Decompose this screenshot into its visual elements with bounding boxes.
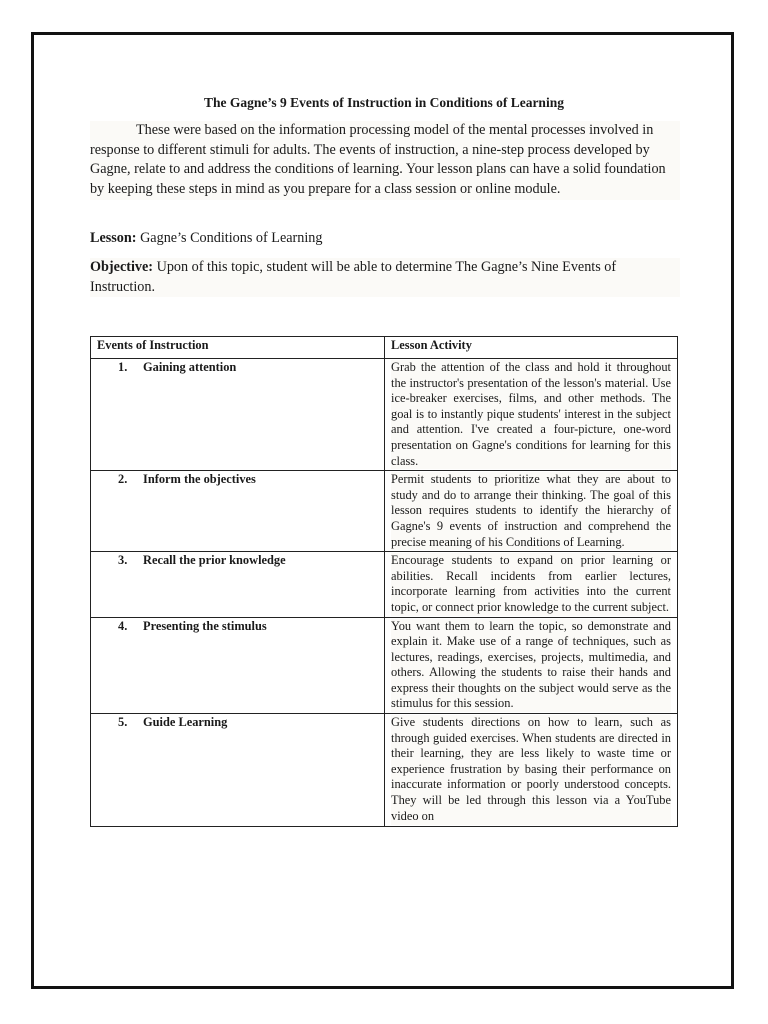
activity-cell — [385, 714, 678, 827]
event-number: 4. — [118, 618, 128, 633]
event-cell — [91, 617, 385, 714]
event-name: Gaining attention — [143, 360, 237, 374]
lesson-label: Lesson: — [90, 230, 137, 246]
event-name: Recall the prior knowledge — [143, 553, 286, 568]
activity-cell — [385, 617, 678, 714]
activity-text: Permit students to prioritize what they are about to study and do to arrange their thinking. The goal of this lesson requires students to identify the hierarchy of Gagne's 9 events of instruction and comprehend the precise meaning of his Conditions of Learning. — [391, 472, 671, 549]
activity-text: You want them to learn the topic, so demonstrate and explain it. Make use of a range of techniques, such as lectures, readings, exercises, projects, multimedia, and others. Allowing the students to raise their hands and express their thoughts on the subject would serve as the stimulus for this session. — [391, 618, 671, 711]
activity-cell — [385, 359, 678, 471]
table-row — [91, 359, 678, 471]
event-cell — [91, 359, 385, 471]
activity-text: Give students directions on how to learn, such as through guided exercises. When students are directed in their learning, they are less likely to waste time or experience frustration by basing their performance on inaccurate information or poorly understood concepts. They will be led through this lesson via a YouTube video on — [391, 715, 671, 825]
event-name: Guide Learning — [143, 715, 228, 730]
document-title: The Gagne’s 9 Events of Instruction in Conditions of Learning — [204, 95, 564, 110]
event-name: Inform the objectives — [143, 472, 256, 487]
event-number: 5. — [118, 715, 128, 730]
event-number: 2. — [118, 472, 128, 487]
objective-value: Upon of this topic, student will be able to determine The Gagne’s Nine Events of Instruction. — [90, 259, 617, 295]
header-events: Events of Instruction — [91, 337, 385, 359]
activity-text: Grab the attention of the class and hold it throughout the instructor's presentation of the lesson's material. Use ice-breaker exercises, films, and other methods. The goal is to instantly pique students' interest in the subject and attention. I've created a four-picture, one-word presentation on Gagne's conditions for learning for this class. — [391, 360, 671, 468]
lesson-line — [90, 229, 680, 249]
event-number: 3. — [118, 553, 128, 568]
table-row — [91, 552, 678, 617]
objective-line — [90, 258, 680, 297]
event-number: 1. — [118, 360, 128, 374]
table-row — [91, 617, 678, 714]
table-header-row — [91, 337, 678, 359]
table-row — [91, 714, 678, 827]
intro-paragraph: These were based on the information processing model of the mental processes involved in response to different stimuli for adults. The events of instruction, a nine-step process developed by Gagne, relate to and address the conditions of learning. Your lesson plans can have a solid foundation by keeping these steps in mind as you prepare for a class session or online module. — [90, 121, 680, 200]
lesson-value: Gagne’s Conditions of Learning — [140, 230, 323, 246]
activity-text: Encourage students to expand on prior learning or abilities. Recall incidents from earlier lectures, incorporate learning from activities into the current topic, or connect prior knowledge to the current subject. — [391, 553, 671, 614]
objective-label: Objective: — [90, 259, 154, 275]
event-cell — [91, 714, 385, 827]
event-name: Presenting the stimulus — [143, 618, 267, 633]
header-activity: Lesson Activity — [385, 337, 678, 359]
activity-cell — [385, 552, 678, 617]
events-table — [90, 336, 678, 827]
table-row — [91, 471, 678, 552]
event-cell — [91, 552, 385, 617]
activity-cell — [385, 471, 678, 552]
event-cell — [91, 471, 385, 552]
